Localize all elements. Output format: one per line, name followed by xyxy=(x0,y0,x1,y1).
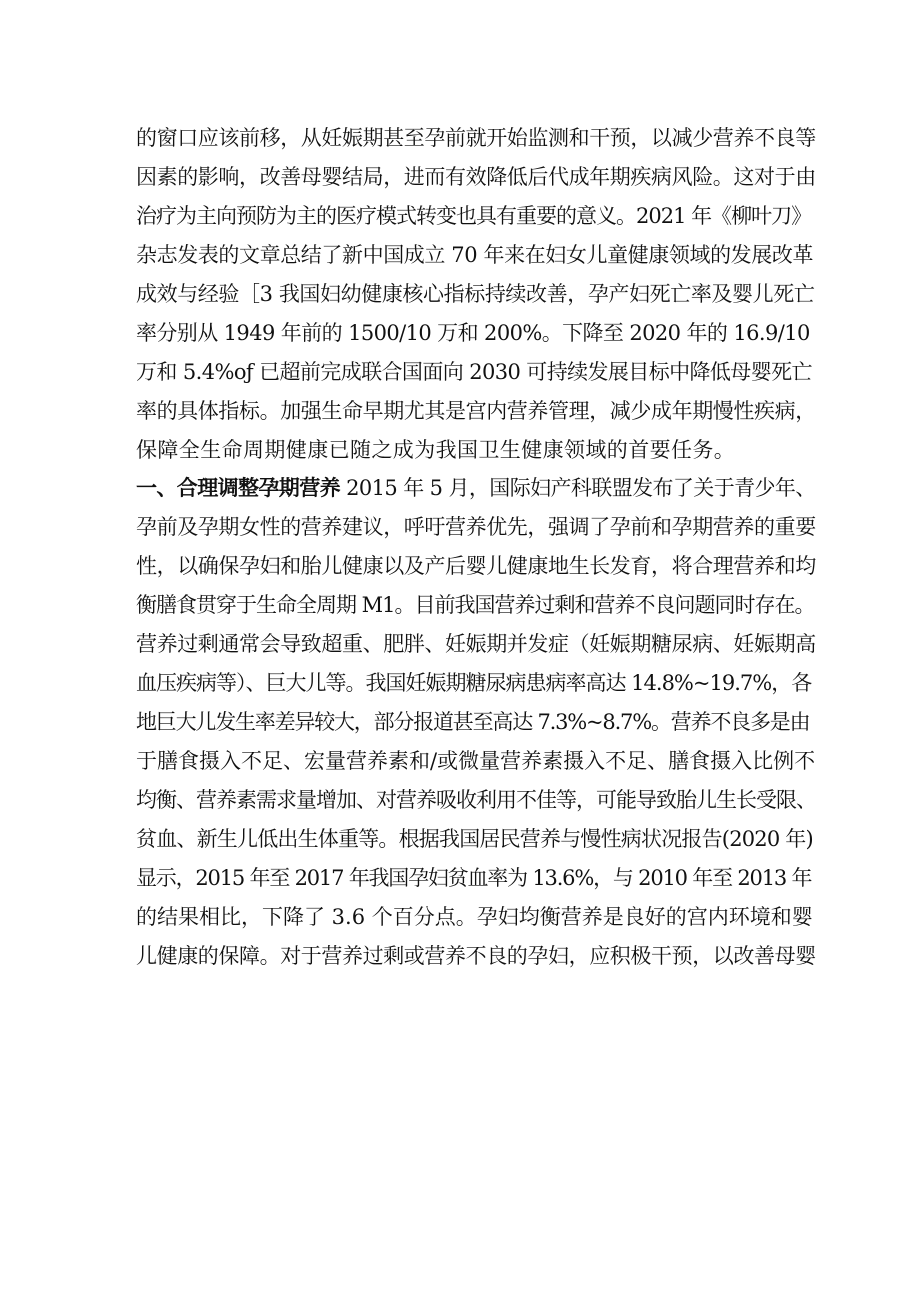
text-line: 保障全生命周期健康已随之成为我国卫生健康领域的首要任务。 xyxy=(136,437,736,462)
text-line: 孕前及孕期女性的营养建议，呼吁营养优先，强调了孕前和孕期营养的重要 xyxy=(136,515,816,540)
section-first-line-text: 2015 年 5 月，国际妇产科联盟发布了关于青少年、 xyxy=(340,476,816,501)
text-line: 衡膳食贯穿于生命全周期 M1。目前我国营养过剩和营养不良问题同时存在。 xyxy=(136,593,815,618)
text-line: 成效与经验［3 我国妇幼健康核心指标持续改善，孕产妇死亡率及婴儿死亡 xyxy=(136,281,815,306)
text-line: 的结果相比，下降了 3.6 个百分点。孕妇均衡营养是良好的宫内环境和婴 xyxy=(136,904,813,929)
text-line: 率分别从 1949 年前的 1500/10 万和 200%。下降至 2020 年的 16.9/10 xyxy=(136,320,810,345)
text-line: 杂志发表的文章总结了新中国成立 70 年来在妇女儿童健康领域的发展改革 xyxy=(136,242,814,267)
body-text xyxy=(136,119,816,976)
text-line: 均衡、营养素需求量增加、对营养吸收利用不佳等，可能导致胎儿生长受限、 xyxy=(136,787,816,812)
text-line: 血压疾病等）、巨大儿等。我国妊娠期糖尿病患病率高达 14.8%~19.7%，各 xyxy=(136,671,812,696)
text-line: 显示，2015 年至 2017 年我国孕妇贫血率为 13.6%，与 2010 年至 2013 年 xyxy=(136,865,812,890)
text-line: 性，以确保孕妇和胎儿健康以及产后婴儿健康地生长发育，将合理营养和均 xyxy=(136,554,816,579)
text-line: 因素的影响，改善母婴结局，进而有效降低后代成年期疾病风险。这对于由 xyxy=(136,164,816,189)
text-line: 儿健康的保障。对于营养过剩或营养不良的孕妇，应积极干预，以改善母婴 xyxy=(136,943,816,968)
text-line: 治疗为主向预防为主的医疗模式转变也具有重要的意义。2021 年《柳叶刀》 xyxy=(136,203,812,228)
text-line: 地巨大儿发生率差异较大，部分报道甚至高达 7.3%~8.7%。营养不良多是由 xyxy=(136,710,810,735)
text-line: 率的具体指标。加强生命早期尤其是宫内营养管理，减少成年期慢性疾病， xyxy=(136,398,816,423)
text-line: 的窗口应该前移，从妊娠期甚至孕前就开始监测和干预，以减少营养不良等 xyxy=(136,126,816,150)
text-line: 于膳食摄入不足、宏量营养素和/或微量营养素摄入不足、膳食摄入比例不 xyxy=(136,749,816,773)
text-line: 贫血、新生儿低出生体重等。根据我国居民营养与慢性病状况报告(2020 年) xyxy=(136,826,813,851)
section-heading: 一、合理调整孕期营养 xyxy=(136,476,340,501)
section-first-line xyxy=(136,469,816,508)
text-line: 营养过剩通常会导致超重、肥胖、妊娠期并发症（妊娠期糖尿病、妊娠期高 xyxy=(136,632,816,657)
text-line: 万和 5.4%oƒ 已超前完成联合国面向 2030 可持续发展目标中降低母婴死亡 xyxy=(136,359,812,384)
